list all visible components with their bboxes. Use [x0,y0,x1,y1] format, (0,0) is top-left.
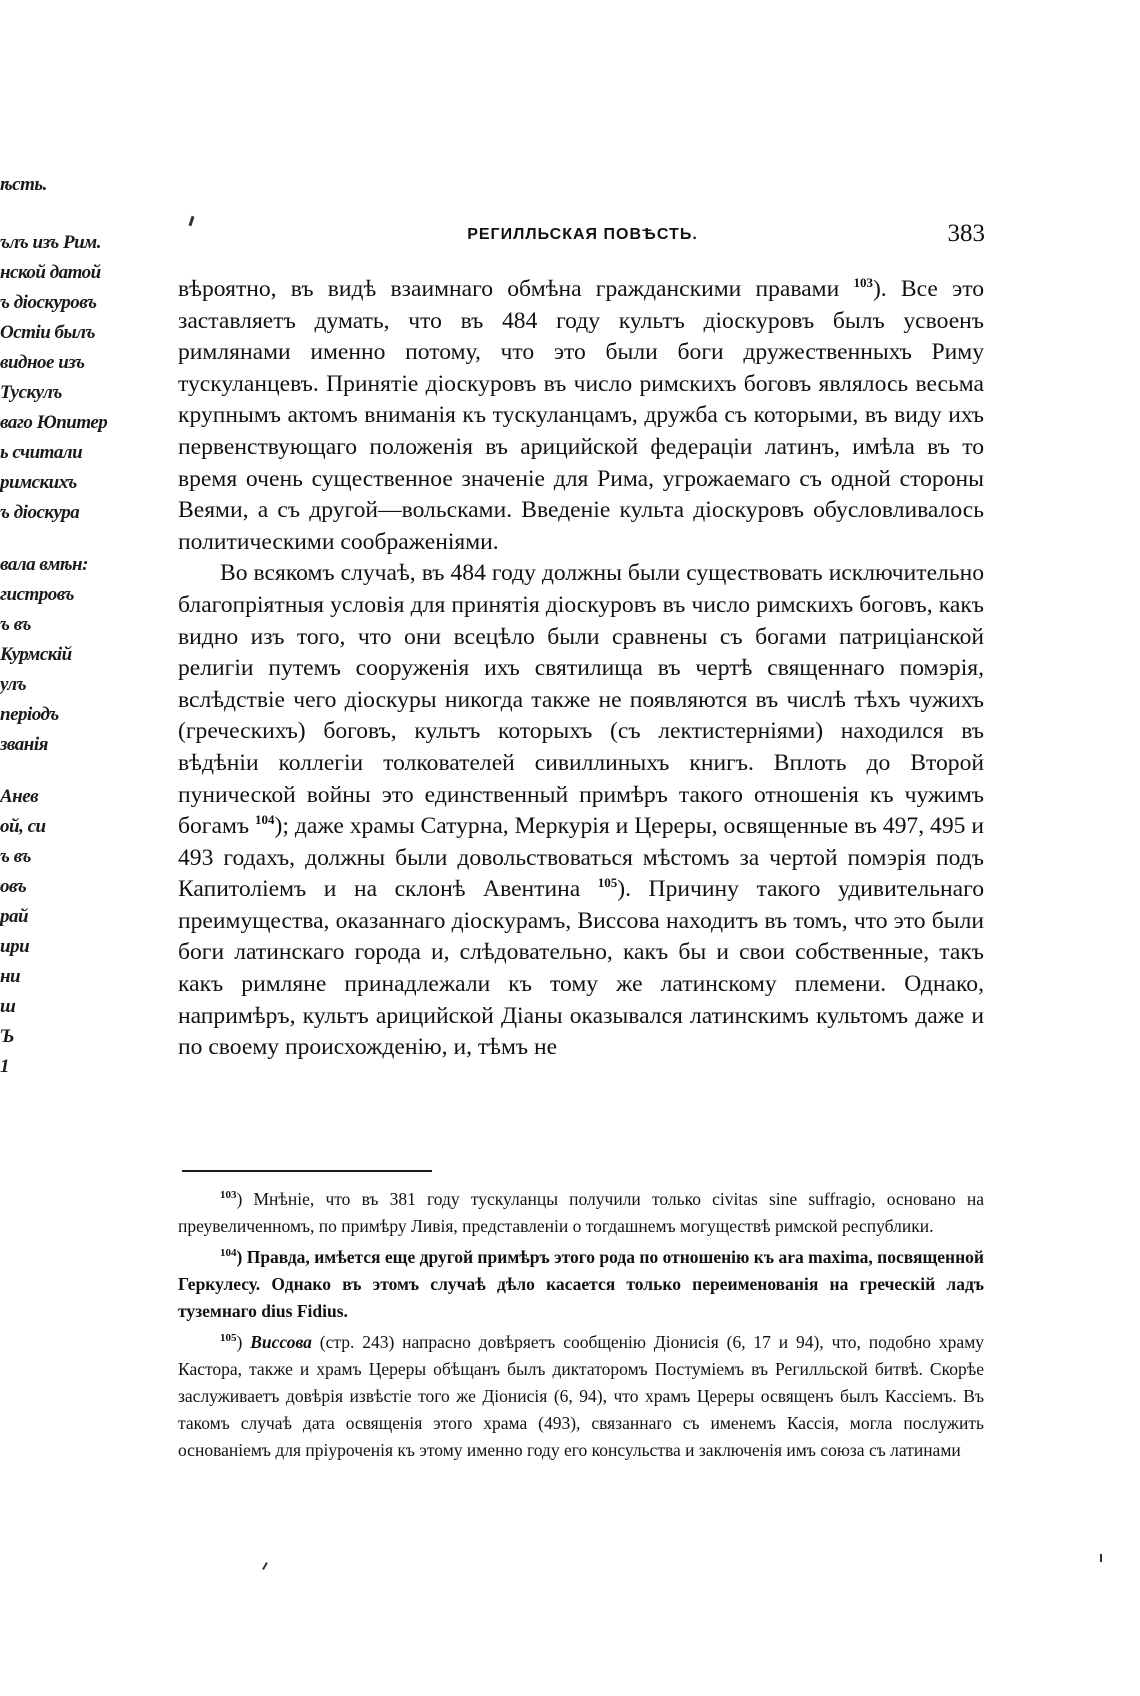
footnotes [178,1186,984,1468]
running-head [180,220,985,248]
margin-bleed-line: нской датой [0,262,101,283]
footnote-ref: 105 [597,875,618,891]
margin-bleed-line: ваго Юпитер [0,412,108,433]
margin-bleed-line: ни [0,966,21,987]
text-run: ); даже храмы Сатурна, Меркурія и Цереры, освященные въ 497, 495 и 493 годахъ, должны были довольствоваться мѣстомъ за чертой помэрія подъ Капитоліемъ и на склонѣ Авентина [178,813,984,903]
footnote-mark: 104 [220,1247,237,1259]
text-run: ). Все это заставляетъ думать, что въ 484 году культъ діоскуровъ былъ усвоенъ римлянами именно потому, что это были боги дружественныхъ Риму тускуланцевъ. Принятіе діоскуровъ въ число римскихъ боговъ являлось весьма крупнымъ актомъ вниманія къ тускуланцамъ, дружба съ которыми, въ виду ихъ первенствующаго положенія въ арицийской федераціи латинъ, имѣла въ то время очень существенное значеніе для Рима, угрожаемаго съ одной стороны Веями, а съ другой—вольсками. Введеніе культа діоскуровъ обусловливалось политическими соображеніями. [178,276,984,555]
margin-bleed-line: ъ діоскура [0,502,80,523]
margin-bleed-line: овъ [0,876,27,897]
margin-bleed-line: ъ въ [0,614,32,635]
footnote-104 [178,1244,984,1325]
text-run: Во всякомъ случаѣ, въ 484 году должны были существовать исключительно благопріятныя условія для принятія діоскуровъ въ число римскихъ боговъ, какъ видно изъ того, что они всецѣло были сравнены съ богами патриціанской религіи путемъ сооруженія ихъ святилища въ чертѣ священнаго помэрія, вслѣдствіе чего діоскуры никогда также не появляются въ числѣ тѣхъ чужихъ (греческихъ) боговъ, культъ которыхъ (съ лектистерніями) находился въ вѣдѣніи коллегіи толкователей сивиллиныхъ книгъ. Вплоть до Второй пунической войны это единственный примѣръ такого отношенія къ чужимъ богамъ [178,560,984,840]
footnote-text: ) Мнѣніе, что въ 381 году тускуланцы получили только civitas sine suffragio, основано на преувеличенномъ, по примѣру Ливія, представленіи о тогдашнемъ могуществѣ римской республики. [178,1189,984,1236]
margin-bleed-line: ъ діоскуровъ [0,292,97,313]
margin-bleed-line: видное изъ [0,352,85,373]
footnote-mark: 103 [220,1189,237,1201]
margin-bleed-line: ъ въ [0,846,32,867]
running-title: РЕГИЛЛЬСКАЯ ПОВѢСТЬ. [467,226,698,243]
ink-speck [262,1562,268,1570]
paragraph [178,274,984,558]
text-run: ). Причину такого удивительнаго преимущества, оказаннаго діоскурамъ, Виссова находитъ въ томъ, что это были боги латинскаго города и, слѣдовательно, какъ бы и свои собственные, такъ какъ римляне принадлежали къ тому же латинскому племени. Однако, напримѣръ, культъ арицийской Діаны оказывался латинскимъ культомъ даже и по своему происхожденію, и, тѣмъ не [178,876,984,1061]
footnote-text: (стр. 243) напрасно довѣряетъ сообщенію Діонисія (6, 17 и 94), что, подобно храму Кастора, также и храмъ Цереры обѣщанъ былъ диктаторомъ Постуміемъ въ Регилльской битвѣ. Скорѣе заслуживаетъ довѣрія извѣстіе того же Діонисія (6, 94), что храмъ Цереры освященъ былъ Кассіемъ. Въ такомъ случаѣ дата освященія этого храма (493), связаннаго съ именемъ Кассія, могла послужить основаніемъ для пріуроченія къ этому именно году его консульства и заключенія имъ союза съ латинами [178,1332,985,1460]
margin-bleed-line: Ъ [0,1026,14,1047]
footnote-author: Виссова [250,1332,312,1352]
margin-bleed-line: Курмскій [0,644,72,665]
footnote-mark: 105 [220,1332,237,1344]
footnote-105: $^{105}$) Виссова (стр. 243) напрасно довѣряетъ сообщенію Діонисія (6, 17 и 94), что, подобно храму Кастора, также и храмъ Цереры обѣщанъ былъ диктаторомъ Постуміемъ въ Регилльской битвѣ. Скорѣе заслуживаетъ довѣрія извѣстіе того же Діонисія (6, 94), что храмъ Цереры освященъ былъ Кассіемъ. Въ такомъ случаѣ дата освященія этого храма (493), связаннаго съ именемъ Кассія, могла послужить основаніемъ для пріуроченія къ этому именно году его консульства и заключенія имъ союза съ латинами [178,1332,985,1460]
margin-bleed-line: ири [0,936,30,957]
margin-bleed-line: 1 [0,1056,9,1077]
margin-bleed-line: періодъ [0,704,59,725]
text-run: вѣроятно, въ видѣ взаимнаго обмѣна гражданскими правами [178,276,854,302]
margin-bleed [0,170,110,1082]
margin-bleed-line: вала вмѣн: [0,554,88,575]
margin-bleed-line: ь считали [0,442,83,463]
footnote-text: ) Правда, имѣется еще другой примѣръ этого рода по отношенію къ ara maxima, посвященной Геркулесу. Однако въ этомъ случаѣ дѣло касается только переименованія на греческій ладъ туземнаго dius Fidius. [178,1247,984,1321]
margin-bleed-line: ой, си [0,816,46,837]
footnote-ref: 103 [853,275,873,290]
margin-bleed-line: ълъ изъ Рим. [0,232,101,253]
margin-bleed-line: ш [0,996,16,1017]
ink-speck [1100,1554,1102,1562]
margin-bleed-line: рай [0,906,29,927]
footnote-ref: 104 [255,812,275,828]
body-text [178,274,984,1064]
margin-bleed-line: улъ [0,674,27,695]
footnote-103 [178,1186,984,1240]
margin-bleed-line: Анев [0,786,39,807]
margin-bleed-line: гистровъ [0,584,75,605]
paragraph [178,558,984,1064]
margin-bleed-line: римскихъ [0,472,77,493]
footnote-rule [182,1170,432,1172]
margin-bleed-line: званія [0,734,48,755]
page-number: 383 [947,220,985,247]
margin-bleed-line: Остіи былъ [0,322,95,343]
margin-bleed-line: ѣсть. [0,174,47,195]
margin-bleed-line: Тускулъ [0,382,62,403]
